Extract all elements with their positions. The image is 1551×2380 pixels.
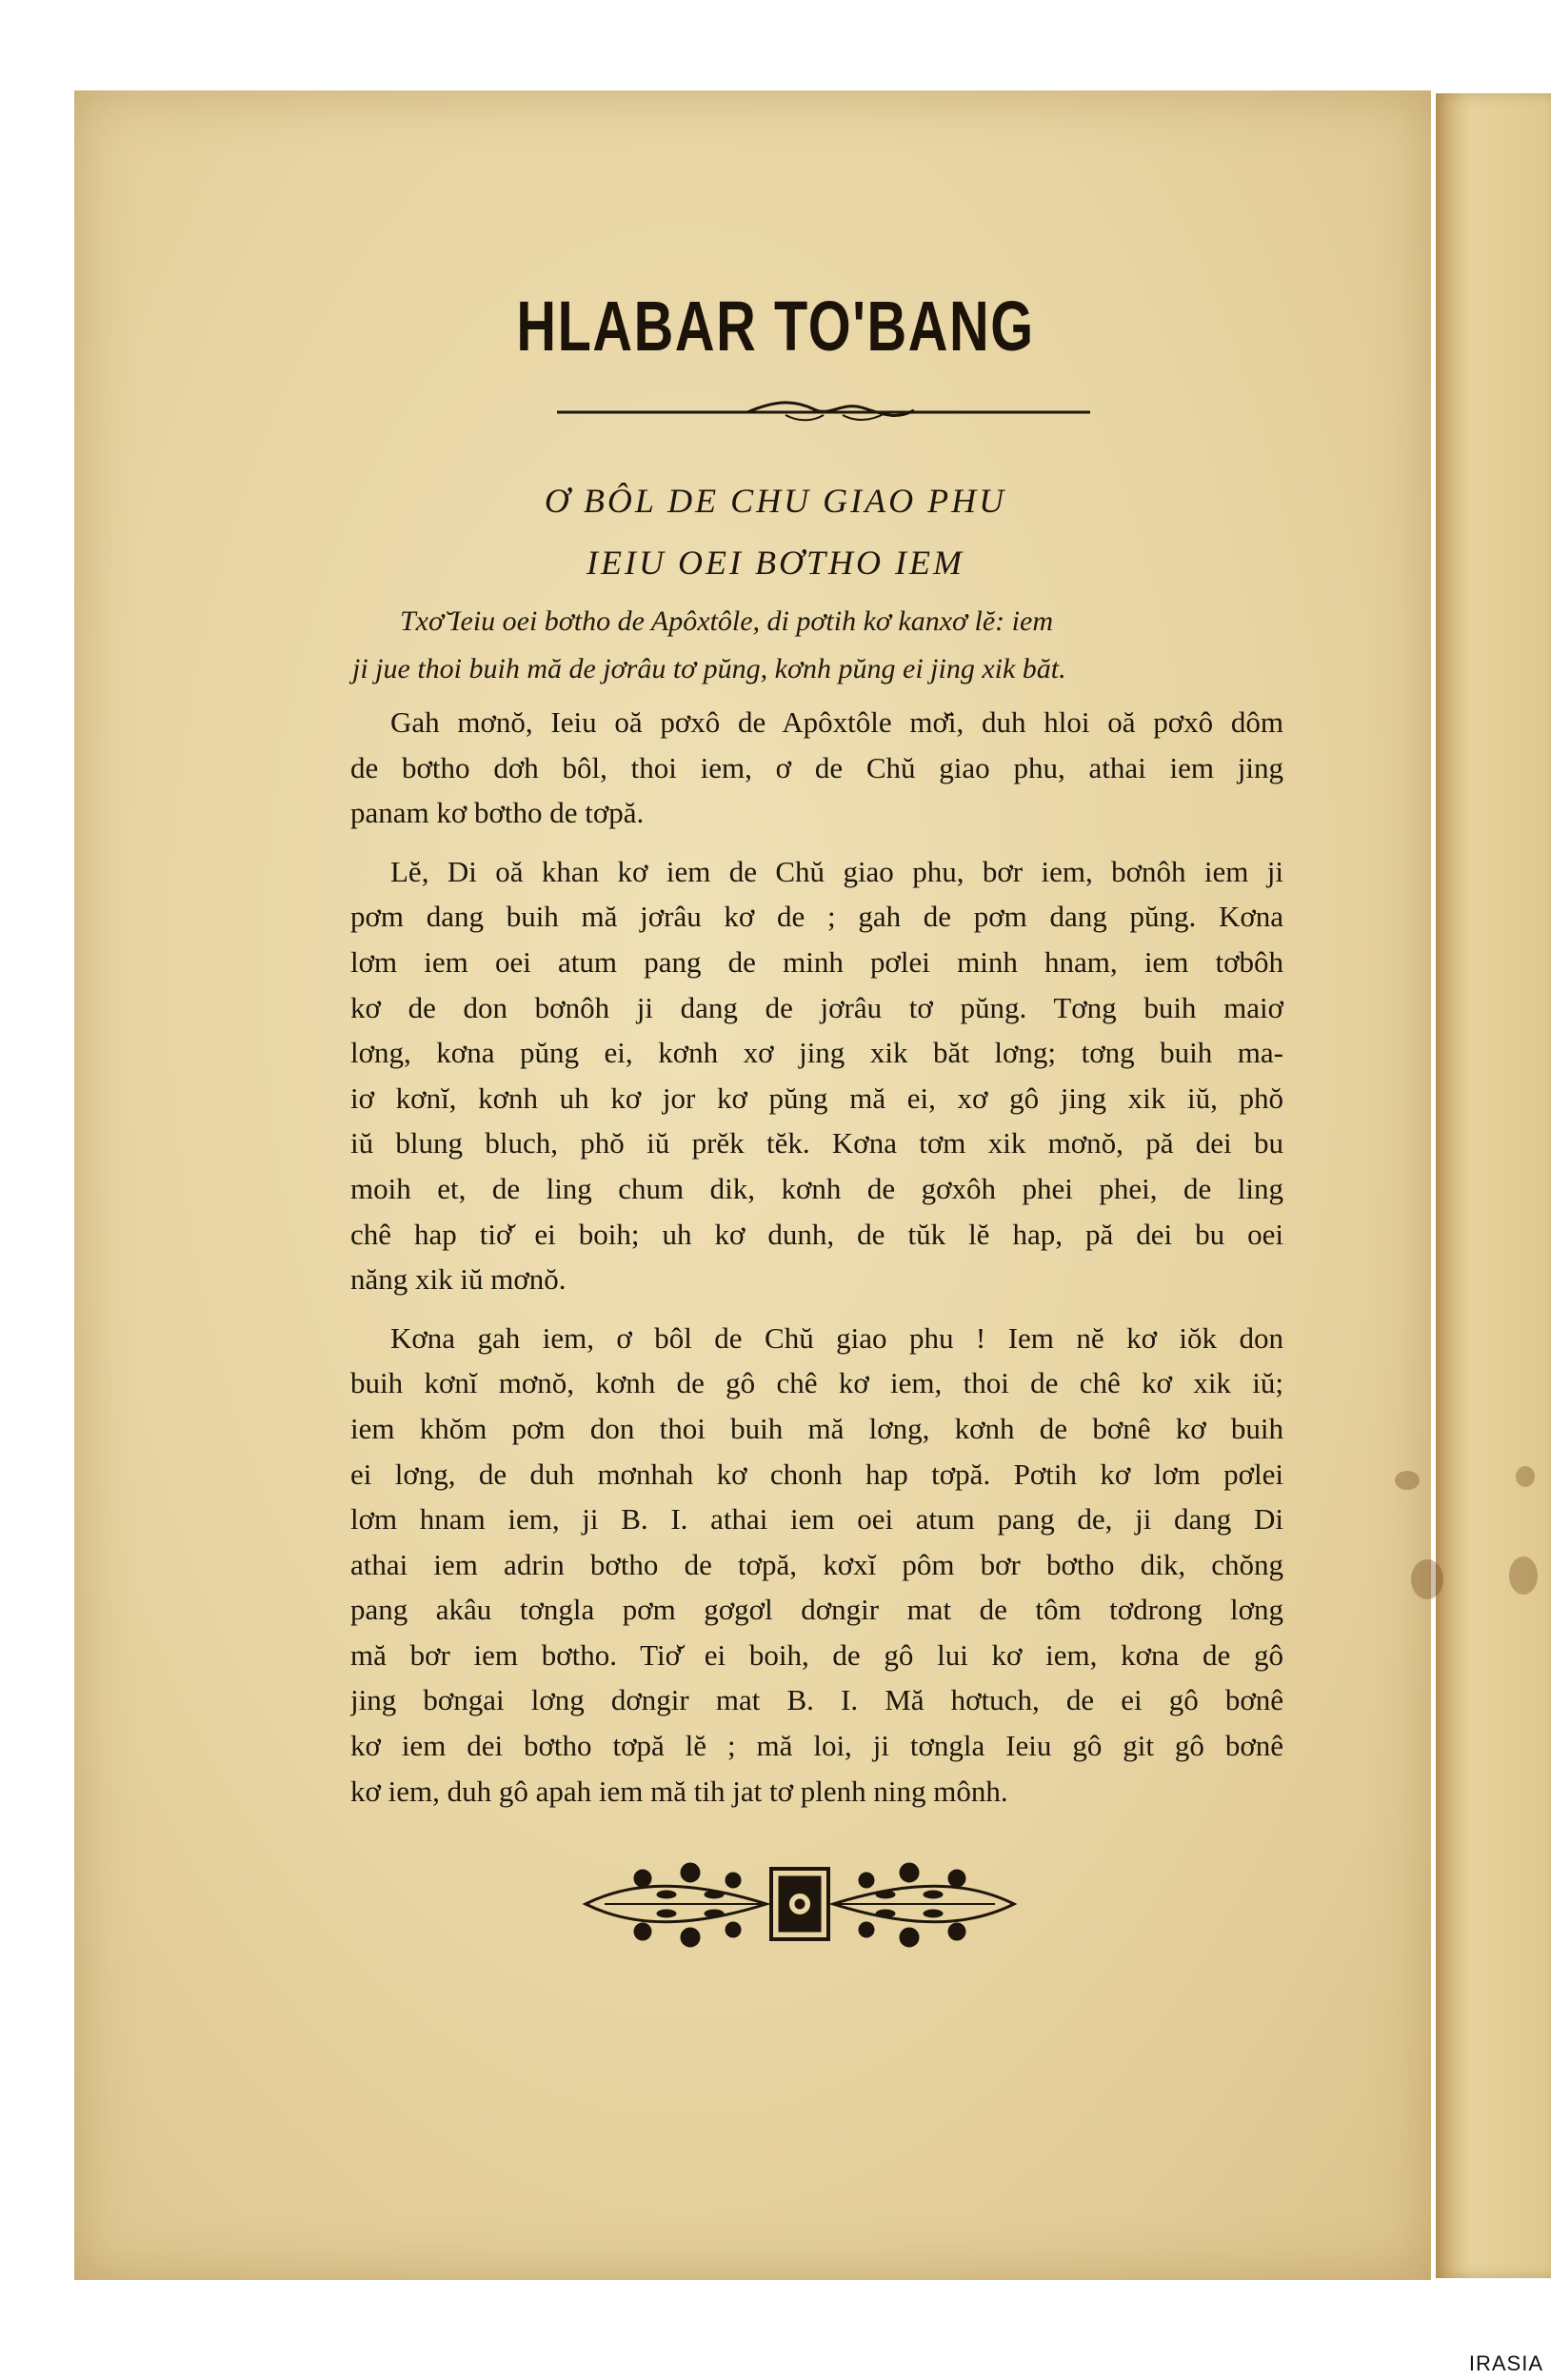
body-text [350,700,1283,1827]
decorative-rule [557,398,1090,426]
paragraph [350,849,1283,1302]
section-subheading: IEIU OEI BƠTHO IEM [587,544,964,582]
text-line: lơng, kơna pŭng ei, kơnh xơ jing xik băt lơng; tơng buih ma- [350,1036,1283,1070]
paragraph [350,1316,1283,1815]
text-line: kơ de don bơnôh ji dang de jơrâu tơ pŭng. Tơng buih maiơ [350,990,1283,1024]
stain-mark [1509,1557,1538,1595]
text-line: pơm dang buih mă jơrâu kơ de ; gah de pơm dang pŭng. Kơna [350,900,1283,934]
text-line: buih kơnĭ mơnŏ, kơnh de gô chê kơ iem, thoi de chê kơ xik iŭ; [350,1366,1283,1400]
text-line: năng xik iŭ mơnŏ. [350,1262,567,1297]
intro-line: Txơ̆ Ieiu oei bơtho de Apôxtôle, di pơtih kơ kanxơ lĕ: iem [400,605,1053,637]
text-line: moih et, de ling chum dik, kơnh de gơxôh phei phei, de ling [350,1171,1283,1205]
text-line: kơ iem, duh gô apah iem mă tih jat tơ plenh ning mônh. [350,1774,1008,1808]
source-watermark: IRASIA [1468,2351,1543,2375]
section-heading: Ơ BÔL DE CHU GIAO PHU [544,482,1007,520]
page-title: HLABAR TO'BANG [516,287,1035,366]
text-line: ei lơng, de duh mơnhah kơ chonh hap tơpă. Pơtih kơ lơm pơlei [350,1457,1283,1491]
text-line: kơ iem dei bơtho tơpă lĕ ; mă loi, ji tơngla Ieiu gô git gô bơnê [350,1729,1283,1763]
text-line: iơ kơnĭ, kơnh uh kơ jor kơ pŭng mă ei, xơ gô jing xik iŭ, phŏ [350,1081,1283,1115]
stain-mark [1411,1559,1443,1599]
text-line: athai iem adrin bơtho de tơpă, kơxĭ pôm bơr bơtho dik, chŏng [350,1547,1283,1581]
text-line: iem khŏm pơm don thoi buih mă lơng, kơnh de bơnê kơ buih [350,1411,1283,1445]
stain-mark [1395,1471,1420,1490]
text-line: jing bơngai lơng dơngir mat B. I. Mă hơtuch, de ei gô bơnê [350,1683,1283,1717]
text-line: mă bơr iem bơtho. Tiơ̆ ei boih, de gô lui kơ iem, kơna de gô [350,1637,1283,1672]
floral-ornament-icon [576,1852,1024,1956]
text-line: Gah mơnŏ, Ieiu oă pơxô de Apôxtôle mơ̆i, duh hloi oă pơxô dôm [390,705,1283,739]
stain-mark [1516,1466,1535,1487]
text-line: Kơna gah iem, ơ bôl de Chŭ giao phu ! Iem nĕ kơ iŏk don [390,1320,1283,1355]
adjacent-page-edge [1436,93,1551,2278]
text-line: lơm hnam iem, ji B. I. athai iem oei atum pang de, ji dang Di [350,1502,1283,1537]
text-line: lơm iem oei atum pang de minh pơlei minh hnam, iem tơbôh [350,944,1283,979]
text-line: Lĕ, Di oă khan kơ iem de Chŭ giao phu, bơr iem, bơnôh iem ji [390,854,1283,888]
text-line: pang akâu tơngla pơm gơgơl dơngir mat de tôm tơdrong lơng [350,1593,1283,1627]
paragraph [350,700,1283,836]
text-line: chê hap tiơ̆ ei boih; uh kơ dunh, de tŭk lĕ hap, pă dei bu oei [350,1217,1283,1251]
intro-line: ji jue thoi buih mă de jơrâu tơ pŭng, kơnh pŭng ei jing xik băt. [352,653,1066,684]
text-line: de bơtho dơh bôl, thoi iem, ơ de Chŭ giao phu, athai iem jing [350,750,1283,784]
text-line: iŭ blung bluch, phŏ iŭ prĕk tĕk. Kơna tơm xik mơnŏ, pă dei bu [350,1126,1283,1160]
text-line: panam kơ bơtho de tơpă. [350,796,645,830]
